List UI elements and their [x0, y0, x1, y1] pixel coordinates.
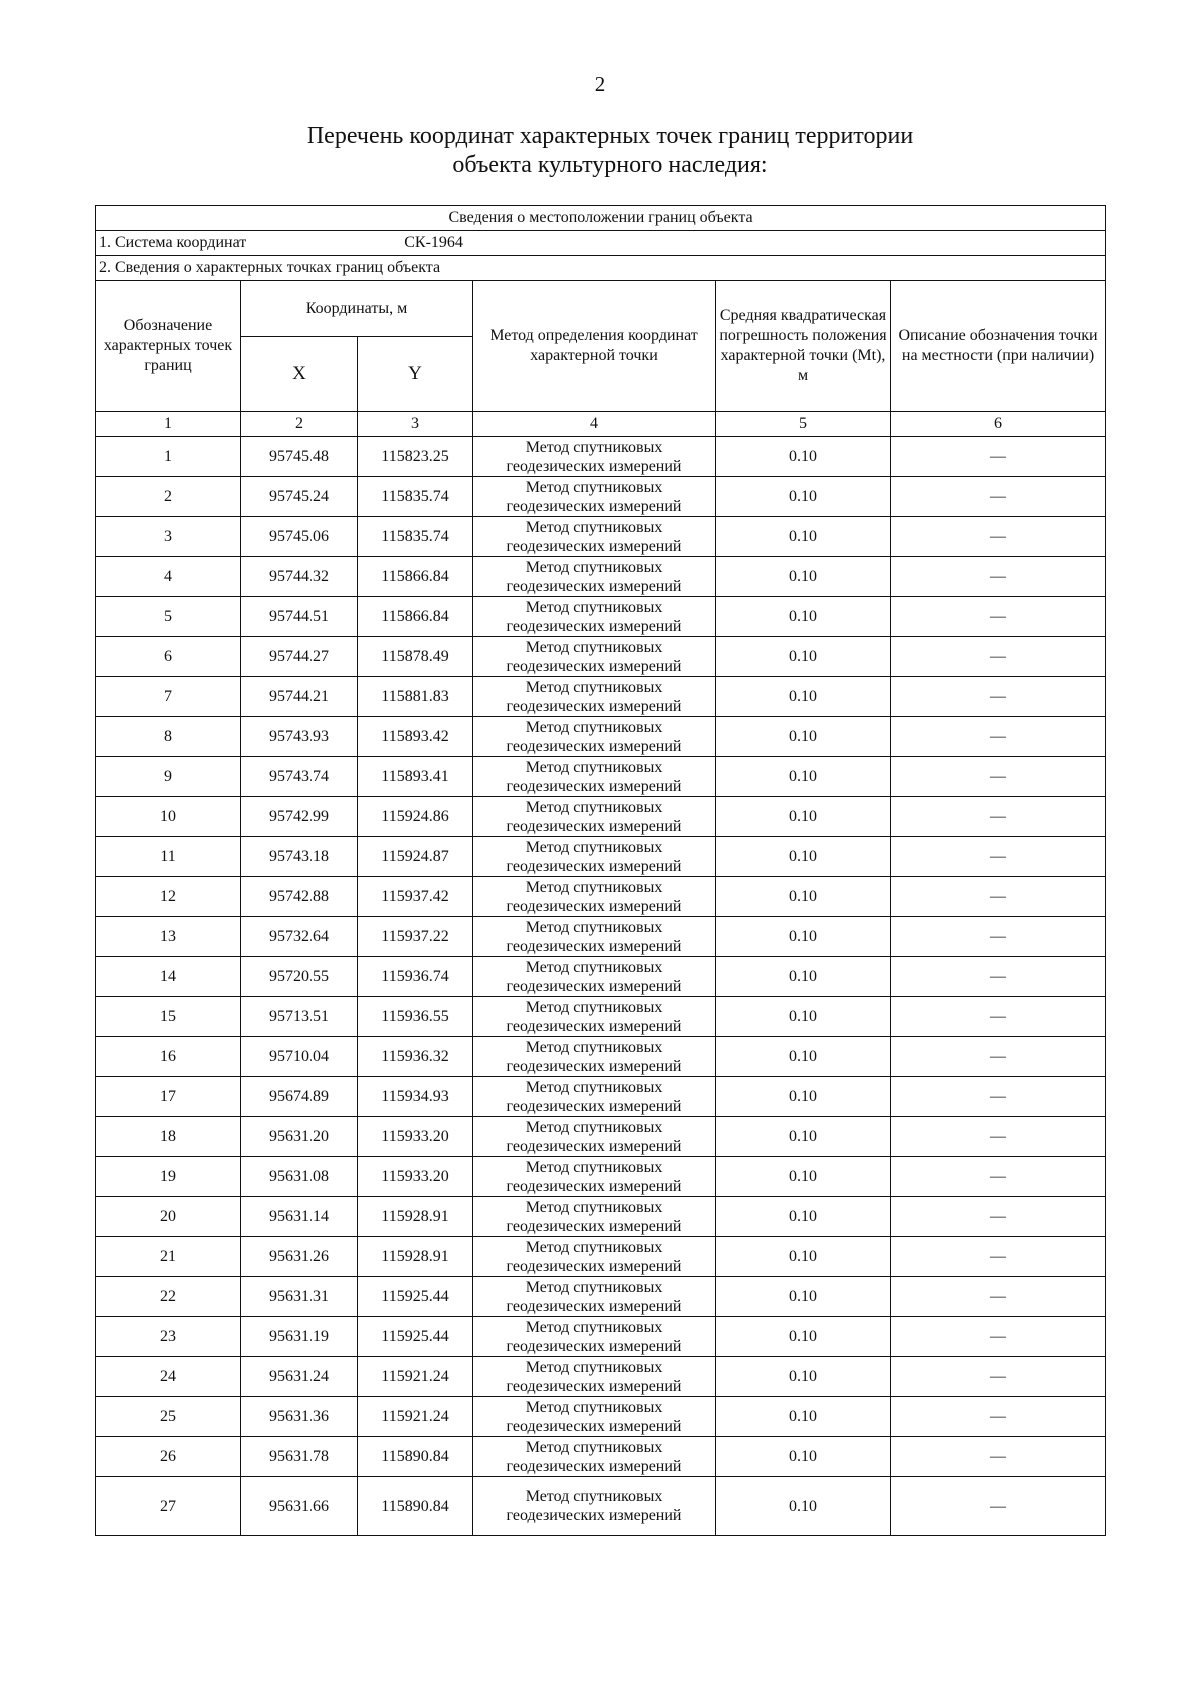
- table-row: [96, 1477, 1106, 1536]
- method-cell: [473, 1037, 716, 1077]
- col-header-y: Y: [358, 337, 473, 412]
- coord-x: 95631.20: [241, 1117, 358, 1157]
- method-text: геодезических измерений: [506, 1217, 682, 1235]
- method-text: геодезических измерений: [506, 1097, 682, 1115]
- point-description: —: [891, 877, 1106, 917]
- page-number: 2: [594, 72, 606, 96]
- point-description: —: [891, 1277, 1106, 1317]
- mt-error: 0.10: [716, 597, 891, 637]
- method-text: Метод спутниковых: [525, 878, 663, 896]
- coord-y: 115928.91: [358, 1237, 473, 1277]
- coord-y: 115866.84: [358, 597, 473, 637]
- table-row: [96, 1237, 1106, 1277]
- coord-y: 115878.49: [358, 637, 473, 677]
- method-text: геодезических измерений: [506, 817, 682, 835]
- method-cell: [473, 1237, 716, 1277]
- coord-y: 115823.25: [358, 437, 473, 477]
- mt-error: 0.10: [716, 1317, 891, 1357]
- coord-y: 115924.87: [358, 837, 473, 877]
- coord-y: 115881.83: [358, 677, 473, 717]
- coord-y: 115937.42: [358, 877, 473, 917]
- mt-error: 0.10: [716, 1397, 891, 1437]
- table-row: [96, 957, 1106, 997]
- method-text: Метод спутниковых: [525, 1238, 663, 1256]
- mt-error: 0.10: [716, 757, 891, 797]
- coord-system-label: 1. Система координат: [99, 234, 247, 251]
- point-number: 13: [96, 917, 241, 957]
- mt-error: 0.10: [716, 1117, 891, 1157]
- coord-y: 115921.24: [358, 1357, 473, 1397]
- table-row: [96, 1197, 1106, 1237]
- coord-x: 95742.88: [241, 877, 358, 917]
- point-number: 23: [96, 1317, 241, 1357]
- method-text: геодезических измерений: [506, 977, 682, 995]
- mt-error: 0.10: [716, 877, 891, 917]
- method-text: Метод спутниковых: [525, 958, 663, 976]
- coord-y: 115866.84: [358, 557, 473, 597]
- method-text: Метод спутниковых: [525, 598, 663, 616]
- coord-y: 115937.22: [358, 917, 473, 957]
- coord-y: 115928.91: [358, 1197, 473, 1237]
- method-text: Метод спутниковых: [525, 1398, 663, 1416]
- table-row: [96, 517, 1106, 557]
- point-description: —: [891, 597, 1106, 637]
- coord-x: 95743.74: [241, 757, 358, 797]
- coord-x: 95631.14: [241, 1197, 358, 1237]
- coord-x: 95745.06: [241, 517, 358, 557]
- method-text: геодезических измерений: [506, 577, 682, 595]
- table-row: [96, 477, 1106, 517]
- method-text: Метод спутниковых: [525, 1278, 663, 1296]
- method-text: Метод спутниковых: [525, 1038, 663, 1056]
- coord-x: 95744.27: [241, 637, 358, 677]
- point-description: —: [891, 997, 1106, 1037]
- point-description: —: [891, 1357, 1106, 1397]
- coord-y: 115893.41: [358, 757, 473, 797]
- method-text: геодезических измерений: [506, 1177, 682, 1195]
- method-cell: [473, 597, 716, 637]
- table-row: [96, 877, 1106, 917]
- point-number: 6: [96, 637, 241, 677]
- method-text: Метод спутниковых: [525, 798, 663, 816]
- point-number: 20: [96, 1197, 241, 1237]
- point-number: 25: [96, 1397, 241, 1437]
- table-row: [96, 1357, 1106, 1397]
- table-row: [96, 917, 1106, 957]
- coord-x: 95631.36: [241, 1397, 358, 1437]
- coord-x: 95631.08: [241, 1157, 358, 1197]
- table-row: [96, 1077, 1106, 1117]
- method-text: Метод спутниковых: [525, 1438, 663, 1456]
- table-row: [96, 797, 1106, 837]
- coord-x: 95631.24: [241, 1357, 358, 1397]
- mt-error: 0.10: [716, 437, 891, 477]
- coord-x: 95742.99: [241, 797, 358, 837]
- column-number: 5: [716, 412, 891, 437]
- mt-error: 0.10: [716, 557, 891, 597]
- method-cell: [473, 837, 716, 877]
- method-text: Метод спутниковых: [525, 838, 663, 856]
- method-text: Метод спутниковых: [525, 518, 663, 536]
- point-number: 22: [96, 1277, 241, 1317]
- points-section-label: 2. Сведения о характерных точках границ объекта: [96, 256, 1106, 281]
- method-text: Метод спутниковых: [525, 438, 663, 456]
- mt-error: 0.10: [716, 837, 891, 877]
- section-header: Сведения о местоположении границ объекта: [96, 206, 1106, 231]
- method-text: Метод спутниковых: [525, 638, 663, 656]
- table-row: [96, 437, 1106, 477]
- point-number: 1: [96, 437, 241, 477]
- method-text: геодезических измерений: [506, 1137, 682, 1155]
- method-text: Метод спутниковых: [525, 1318, 663, 1336]
- point-number: 5: [96, 597, 241, 637]
- method-cell: [473, 1077, 716, 1117]
- coord-x: 95631.31: [241, 1277, 358, 1317]
- method-text: Метод спутниковых: [525, 478, 663, 496]
- table-row: [96, 677, 1106, 717]
- col-header-coordinates: Координаты, м: [241, 281, 473, 337]
- coord-x: 95631.78: [241, 1437, 358, 1477]
- mt-error: 0.10: [716, 1437, 891, 1477]
- document-title: [230, 122, 990, 180]
- method-text: геодезических измерений: [506, 657, 682, 675]
- point-number: 4: [96, 557, 241, 597]
- point-number: 14: [96, 957, 241, 997]
- col-header-error: Средняя квадратическая погрешность положения характерной точки (Mt), м: [716, 281, 891, 412]
- method-cell: [473, 957, 716, 997]
- method-cell: [473, 1197, 716, 1237]
- point-description: —: [891, 517, 1106, 557]
- mt-error: 0.10: [716, 1237, 891, 1277]
- point-description: —: [891, 1077, 1106, 1117]
- boundary-coordinates-table: [95, 205, 1106, 1536]
- method-text: геодезических измерений: [506, 1507, 682, 1524]
- method-text: геодезических измерений: [506, 1417, 682, 1435]
- coord-x: 95710.04: [241, 1037, 358, 1077]
- mt-error: 0.10: [716, 1037, 891, 1077]
- point-number: 21: [96, 1237, 241, 1277]
- point-description: —: [891, 1437, 1106, 1477]
- method-text: геодезических измерений: [506, 697, 682, 715]
- table-row: [96, 1277, 1106, 1317]
- method-cell: [473, 797, 716, 837]
- method-text: геодезических измерений: [506, 1457, 682, 1475]
- point-number: 7: [96, 677, 241, 717]
- coord-y: 115925.44: [358, 1317, 473, 1357]
- method-cell: [473, 557, 716, 597]
- point-description: —: [891, 757, 1106, 797]
- method-text: Метод спутниковых: [525, 918, 663, 936]
- coord-x: 95744.51: [241, 597, 358, 637]
- point-description: —: [891, 1317, 1106, 1357]
- coord-y: 115936.74: [358, 957, 473, 997]
- coord-x: 95713.51: [241, 997, 358, 1037]
- method-cell: [473, 637, 716, 677]
- point-number: 16: [96, 1037, 241, 1077]
- method-text: Метод спутниковых: [525, 678, 663, 696]
- mt-error: 0.10: [716, 797, 891, 837]
- coord-y: 115933.20: [358, 1117, 473, 1157]
- point-number: 11: [96, 837, 241, 877]
- coord-x: 95743.93: [241, 717, 358, 757]
- table-row: [96, 1317, 1106, 1357]
- coord-y: 115925.44: [358, 1277, 473, 1317]
- method-cell: [473, 677, 716, 717]
- point-description: —: [891, 957, 1106, 997]
- mt-error: 0.10: [716, 477, 891, 517]
- point-description: —: [891, 637, 1106, 677]
- method-text: Метод спутниковых: [525, 718, 663, 736]
- point-number: 3: [96, 517, 241, 557]
- mt-error: 0.10: [716, 677, 891, 717]
- table-row: [96, 1437, 1106, 1477]
- method-text: геодезических измерений: [506, 1377, 682, 1395]
- method-text: Метод спутниковых: [525, 1358, 663, 1376]
- method-cell: [473, 517, 716, 557]
- point-description: —: [891, 797, 1106, 837]
- table-row: [96, 837, 1106, 877]
- method-cell: [473, 877, 716, 917]
- mt-error: 0.10: [716, 517, 891, 557]
- column-number: 2: [241, 412, 358, 437]
- method-text: геодезических измерений: [506, 1257, 682, 1275]
- coord-system-value: СК-1964: [404, 234, 463, 251]
- table-row: [96, 1037, 1106, 1077]
- point-description: —: [891, 1037, 1106, 1077]
- method-text: геодезических измерений: [506, 1297, 682, 1315]
- method-text: геодезических измерений: [506, 1057, 682, 1075]
- coord-x: 95745.48: [241, 437, 358, 477]
- method-text: геодезических измерений: [506, 1017, 682, 1035]
- method-text: Метод спутниковых: [525, 1158, 663, 1176]
- header-row-1: [96, 281, 1106, 337]
- col-header-method: Метод определения координат характерной точки: [473, 281, 716, 412]
- title-line-2: объекта культурного наследия:: [452, 152, 768, 178]
- point-description: —: [891, 917, 1106, 957]
- col-header-description: Описание обозначения точки на местности (при наличии): [891, 281, 1106, 412]
- method-text: Метод спутниковых: [525, 1078, 663, 1096]
- method-cell: [473, 437, 716, 477]
- coord-x: 95720.55: [241, 957, 358, 997]
- table-row: [96, 717, 1106, 757]
- method-cell: [473, 477, 716, 517]
- point-description: —: [891, 437, 1106, 477]
- point-number: 24: [96, 1357, 241, 1397]
- column-number: 3: [358, 412, 473, 437]
- coord-x: 95631.19: [241, 1317, 358, 1357]
- mt-error: 0.10: [716, 1477, 891, 1536]
- coord-y: 115936.55: [358, 997, 473, 1037]
- point-description: —: [891, 557, 1106, 597]
- method-cell: [473, 917, 716, 957]
- point-number: 15: [96, 997, 241, 1037]
- coord-y: 115890.84: [358, 1477, 473, 1536]
- point-description: —: [891, 677, 1106, 717]
- method-text: геодезических измерений: [506, 737, 682, 755]
- coord-x: 95631.66: [241, 1477, 358, 1536]
- method-text: Метод спутниковых: [525, 758, 663, 776]
- coord-y: 115924.86: [358, 797, 473, 837]
- point-description: —: [891, 477, 1106, 517]
- method-cell: [473, 1317, 716, 1357]
- point-number: 2: [96, 477, 241, 517]
- point-number: 27: [96, 1477, 241, 1536]
- point-number: 10: [96, 797, 241, 837]
- mt-error: 0.10: [716, 1157, 891, 1197]
- method-text: геодезических измерений: [506, 617, 682, 635]
- coord-x: 95745.24: [241, 477, 358, 517]
- table-row: [96, 997, 1106, 1037]
- point-number: 19: [96, 1157, 241, 1197]
- method-text: геодезических измерений: [506, 457, 682, 475]
- coord-x: 95744.21: [241, 677, 358, 717]
- table-row: [96, 597, 1106, 637]
- col-header-x: X: [241, 337, 358, 412]
- coord-y: 115890.84: [358, 1437, 473, 1477]
- method-cell: [473, 757, 716, 797]
- column-number: 4: [473, 412, 716, 437]
- method-text: геодезических измерений: [506, 1337, 682, 1355]
- section-header-row: [96, 206, 1106, 231]
- mt-error: 0.10: [716, 1277, 891, 1317]
- point-description: —: [891, 1197, 1106, 1237]
- point-number: 18: [96, 1117, 241, 1157]
- method-cell: [473, 1157, 716, 1197]
- coord-y: 115921.24: [358, 1397, 473, 1437]
- mt-error: 0.10: [716, 1077, 891, 1117]
- method-text: геодезических измерений: [506, 937, 682, 955]
- point-number: 17: [96, 1077, 241, 1117]
- method-cell: [473, 1437, 716, 1477]
- table-row: [96, 1397, 1106, 1437]
- method-text: Метод спутниковых: [525, 558, 663, 576]
- table-row: [96, 637, 1106, 677]
- method-text: геодезических измерений: [506, 897, 682, 915]
- column-number: 1: [96, 412, 241, 437]
- method-text: Метод спутниковых: [525, 1198, 663, 1216]
- method-cell: [473, 717, 716, 757]
- method-cell: [473, 1277, 716, 1317]
- coord-y: 115835.74: [358, 517, 473, 557]
- coord-x: 95674.89: [241, 1077, 358, 1117]
- coord-x: 95631.26: [241, 1237, 358, 1277]
- point-number: 8: [96, 717, 241, 757]
- method-text: Метод спутниковых: [525, 1488, 663, 1505]
- coord-system-row: [96, 231, 1106, 256]
- point-description: —: [891, 717, 1106, 757]
- point-description: —: [891, 837, 1106, 877]
- method-text: геодезических измерений: [506, 537, 682, 555]
- coord-y: 115933.20: [358, 1157, 473, 1197]
- mt-error: 0.10: [716, 957, 891, 997]
- point-number: 26: [96, 1437, 241, 1477]
- points-section-row: [96, 256, 1106, 281]
- mt-error: 0.10: [716, 1357, 891, 1397]
- table-row: [96, 557, 1106, 597]
- mt-error: 0.10: [716, 1197, 891, 1237]
- title-line-1: Перечень координат характерных точек границ территории: [306, 123, 914, 149]
- table-row: [96, 1157, 1106, 1197]
- coord-y: 115835.74: [358, 477, 473, 517]
- point-description: —: [891, 1117, 1106, 1157]
- coord-x: 95743.18: [241, 837, 358, 877]
- column-number: 6: [891, 412, 1106, 437]
- coord-y: 115936.32: [358, 1037, 473, 1077]
- table-row: [96, 757, 1106, 797]
- mt-error: 0.10: [716, 637, 891, 677]
- column-number-row: [96, 412, 1106, 437]
- coord-x: 95732.64: [241, 917, 358, 957]
- point-description: —: [891, 1477, 1106, 1536]
- coord-y: 115934.93: [358, 1077, 473, 1117]
- mt-error: 0.10: [716, 717, 891, 757]
- table-row: [96, 1117, 1106, 1157]
- method-cell: [473, 1117, 716, 1157]
- method-cell: [473, 997, 716, 1037]
- coord-y: 115893.42: [358, 717, 473, 757]
- method-text: Метод спутниковых: [525, 1118, 663, 1136]
- point-number: 9: [96, 757, 241, 797]
- method-cell: [473, 1397, 716, 1437]
- method-text: геодезических измерений: [506, 777, 682, 795]
- point-description: —: [891, 1397, 1106, 1437]
- point-description: —: [891, 1157, 1106, 1197]
- method-text: геодезических измерений: [506, 497, 682, 515]
- method-cell: [473, 1357, 716, 1397]
- method-cell: [473, 1477, 716, 1536]
- point-number: 12: [96, 877, 241, 917]
- mt-error: 0.10: [716, 997, 891, 1037]
- method-text: Метод спутниковых: [525, 998, 663, 1016]
- method-text: геодезических измерений: [506, 857, 682, 875]
- mt-error: 0.10: [716, 917, 891, 957]
- coord-x: 95744.32: [241, 557, 358, 597]
- point-description: —: [891, 1237, 1106, 1277]
- col-header-designation: Обозначение характерных точек границ: [96, 281, 241, 412]
